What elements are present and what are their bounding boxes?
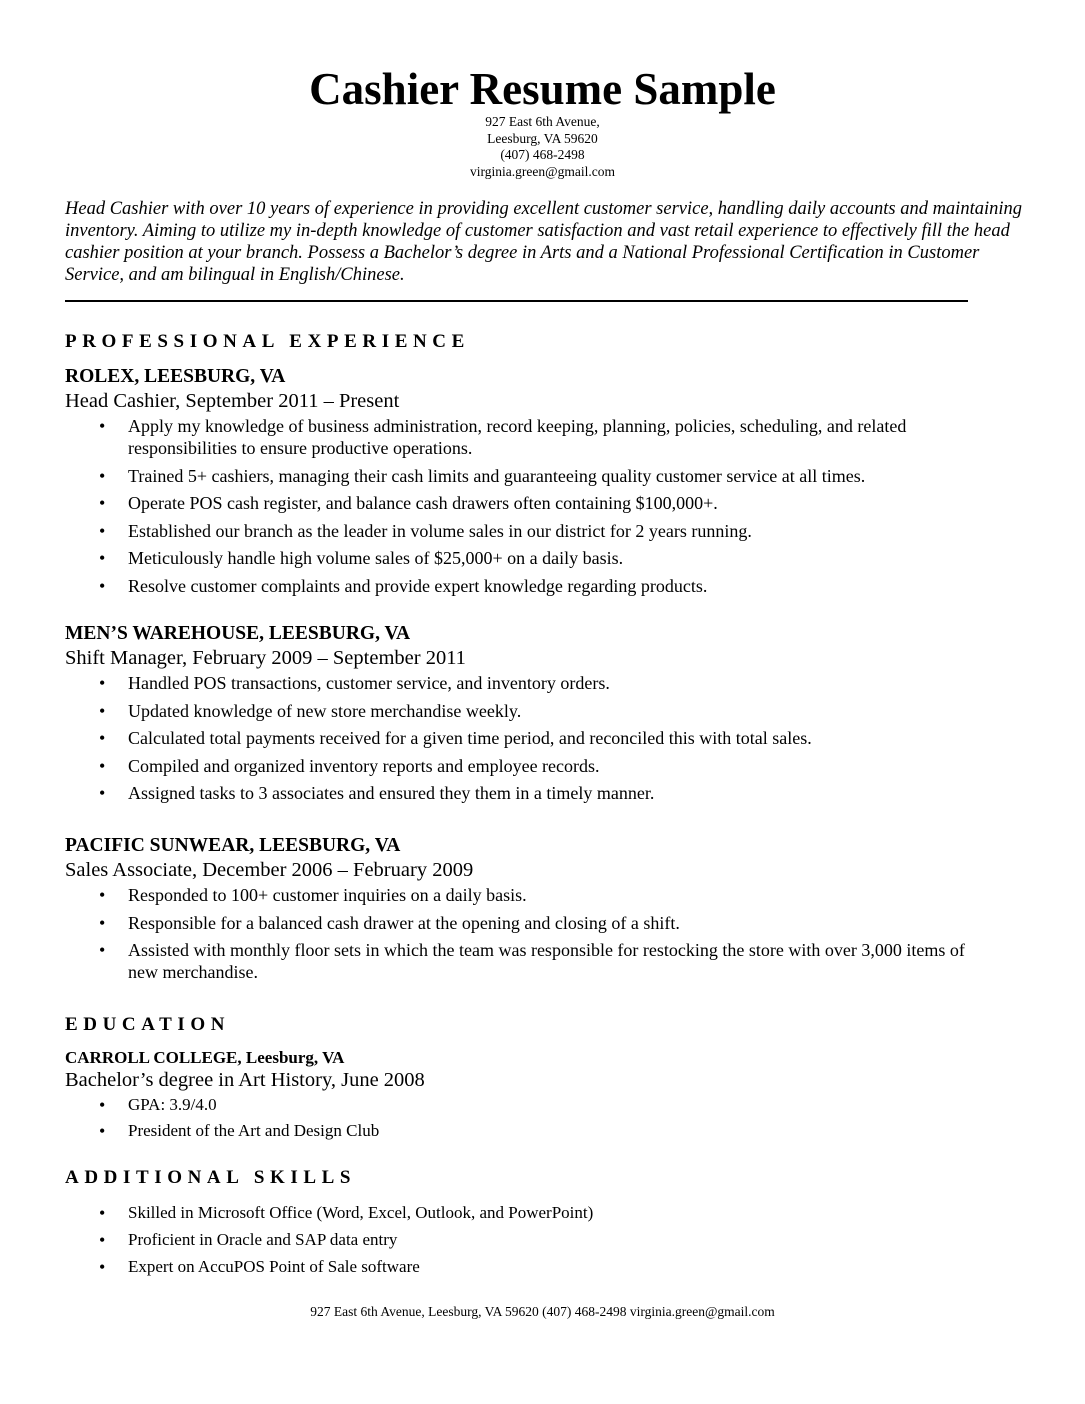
list-item: • Expert on AccuPOS Point of Sale software: [0, 1256, 998, 1278]
job-employer: MEN’S WAREHOUSE, LEESBURG, VA: [65, 623, 411, 644]
address-line-1: 927 East 6th Avenue,: [485, 114, 600, 129]
list-item: • Assisted with monthly floor sets in which the team was responsible for restocking the store with over 3,000 items of new merchandise.: [0, 939, 998, 983]
list-item: • Responsible for a balanced cash drawer at the opening and closing of a shift.: [0, 912, 998, 934]
skills-heading: ADDITIONAL SKILLS: [65, 1167, 357, 1188]
list-item: • Updated knowledge of new store merchandise weekly.: [0, 700, 998, 722]
list-item: • Responded to 100+ customer inquiries on a daily basis.: [0, 884, 998, 906]
summary-divider: [65, 300, 968, 302]
job-employer: ROLEX, LEESBURG, VA: [65, 366, 286, 387]
job-role: Sales Associate, December 2006 – February 2009: [65, 859, 474, 881]
contact-block: [0, 114, 1085, 180]
job-employer: PACIFIC SUNWEAR, LEESBURG, VA: [65, 835, 401, 856]
school-name: CARROLL COLLEGE, Leesburg, VA: [65, 1048, 345, 1067]
list-item: • President of the Art and Design Club: [0, 1120, 998, 1142]
email-address: virginia.green@gmail.com: [470, 163, 615, 179]
job-bullet-list: [0, 884, 998, 989]
list-item: • Resolve customer complaints and provide expert knowledge regarding products.: [0, 575, 998, 597]
job-role: Head Cashier, September 2011 – Present: [65, 390, 400, 412]
professional-summary: Head Cashier with over 10 years of experience in providing excellent customer service, handling daily accounts and maintaining inventory. Aiming to utilize my in-depth knowledge of customer satisfaction and vast retail experience to effectively fill the head cashier position at your branch. Possess a Bachelor’s degree in Arts and a National Professional Certification in Customer Service, and am bilingual in English/Chinese.: [65, 199, 1022, 285]
list-item: • Trained 5+ cashiers, managing their cash limits and guaranteeing quality customer service at all times.: [0, 465, 998, 487]
list-item: • Proficient in Oracle and SAP data entry: [0, 1229, 998, 1251]
list-item: • Skilled in Microsoft Office (Word, Excel, Outlook, and PowerPoint): [0, 1202, 998, 1224]
list-item: • Apply my knowledge of business administration, record keeping, planning, policies, scheduling, and related responsibilities to ensure productive operations.: [0, 415, 998, 459]
list-item: • GPA: 3.9/4.0: [0, 1094, 998, 1116]
education-bullet-list: [0, 1094, 998, 1146]
education-heading: EDUCATION: [65, 1014, 231, 1035]
list-item: • Operate POS cash register, and balance cash drawers often containing $100,000+.: [0, 492, 998, 514]
degree: Bachelor’s degree in Art History, June 2008: [65, 1069, 425, 1091]
list-item: • Meticulously handle high volume sales of $25,000+ on a daily basis.: [0, 547, 998, 569]
job-role: Shift Manager, February 2009 – September 2011: [65, 647, 466, 669]
list-item: • Calculated total payments received for a given time period, and reconciled this with total sales.: [0, 727, 998, 749]
footer-contact: 927 East 6th Avenue, Leesburg, VA 59620 (407) 468-2498 virginia.green@gmail.com: [310, 1304, 775, 1319]
list-item: • Established our branch as the leader in volume sales in our district for 2 years running.: [0, 520, 998, 542]
job-bullet-list: [0, 672, 998, 810]
experience-heading: PROFESSIONAL EXPERIENCE: [65, 331, 470, 352]
list-item: • Assigned tasks to 3 associates and ensured they them in a timely manner.: [0, 782, 998, 804]
address-line-2: Leesburg, VA 59620: [487, 130, 598, 146]
skills-bullet-list: [0, 1202, 998, 1283]
resume-title: Cashier Resume Sample: [309, 64, 776, 114]
phone-number: (407) 468-2498: [500, 147, 585, 162]
list-item: • Handled POS transactions, customer service, and inventory orders.: [0, 672, 998, 694]
list-item: • Compiled and organized inventory reports and employee records.: [0, 755, 998, 777]
job-bullet-list: [0, 415, 998, 602]
